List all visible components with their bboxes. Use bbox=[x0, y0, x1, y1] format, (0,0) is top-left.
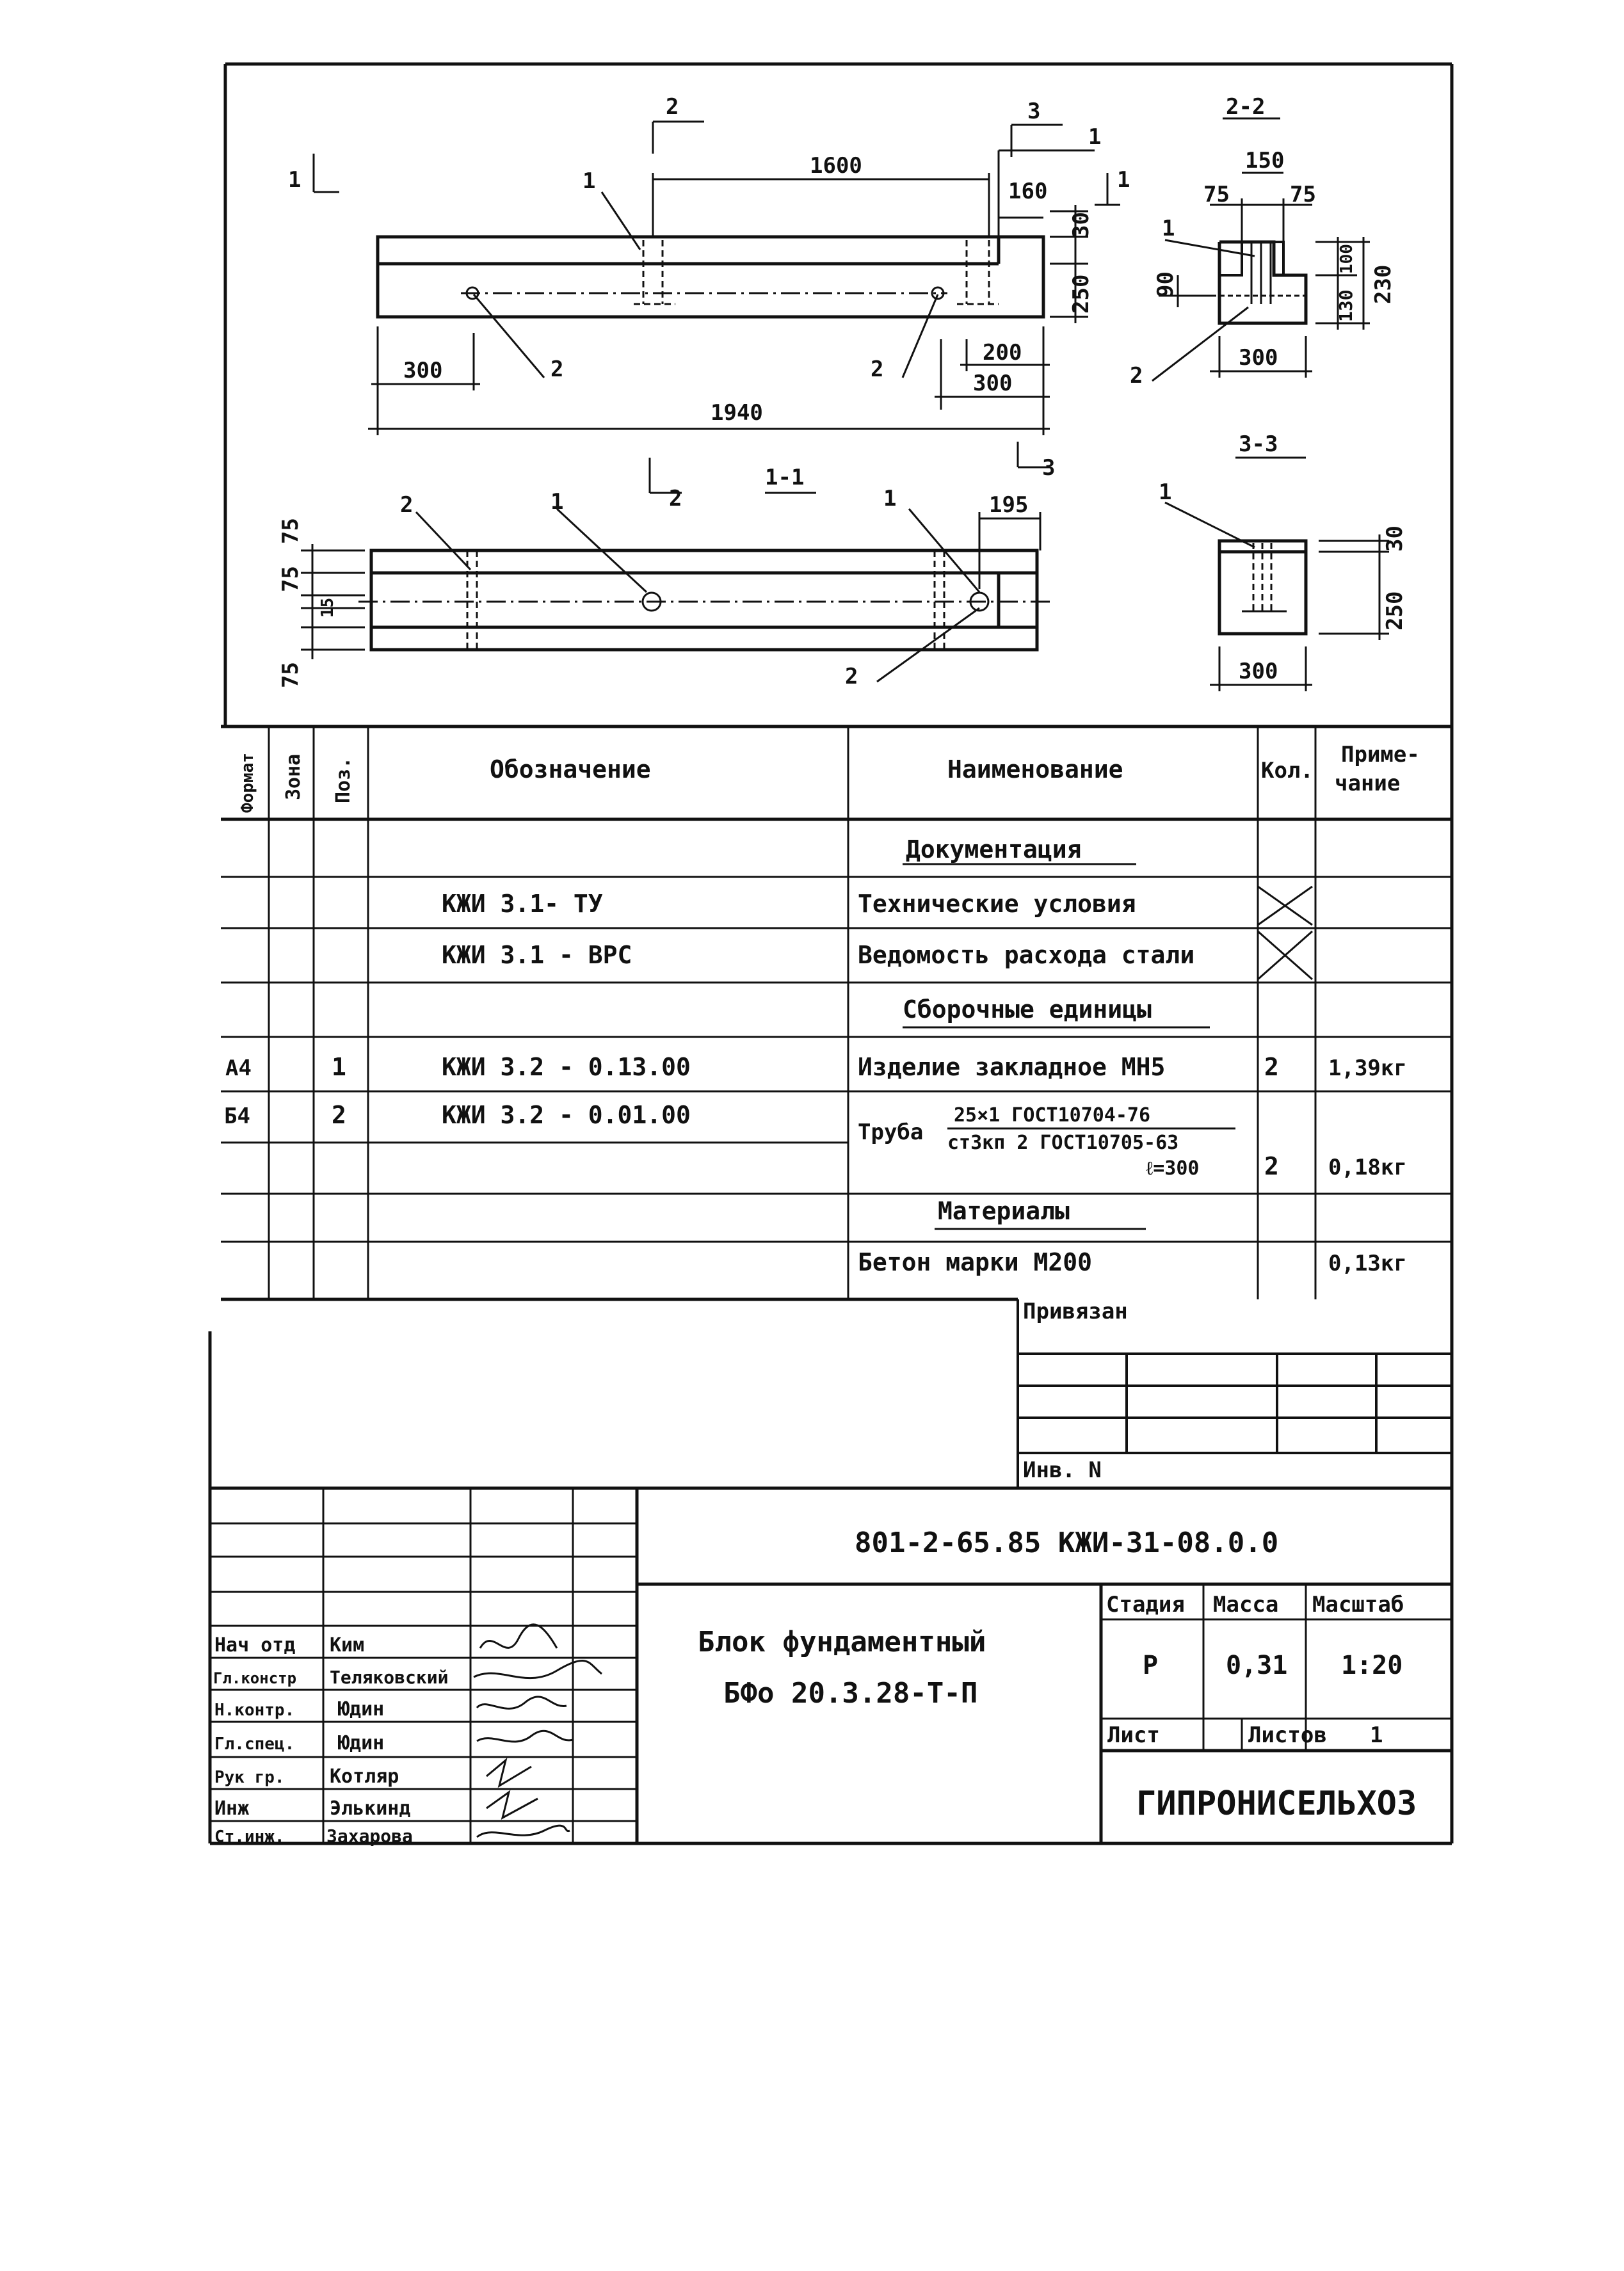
product-name-line-2: БФо 20.3.28-Т-П bbox=[723, 1677, 978, 1710]
position-2-plan-left: 2 bbox=[400, 492, 414, 518]
cut-3-bottom-label: 3 bbox=[1042, 455, 1056, 481]
dim-300: 300 bbox=[1239, 345, 1278, 371]
row-2-name: Ведомость расхода стали bbox=[858, 941, 1195, 969]
sheet-label: Лист bbox=[1107, 1722, 1160, 1748]
row-5-name: Бетон марки М200 bbox=[858, 1248, 1093, 1276]
dim-200: 200 bbox=[983, 340, 1022, 365]
row-3-pos: 1 bbox=[332, 1053, 346, 1081]
dim-160: 160 bbox=[1008, 179, 1048, 204]
section-3-3-title: 3-3 bbox=[1239, 431, 1278, 457]
header-note-2: чание bbox=[1335, 771, 1401, 796]
signature-name: Элькинд bbox=[330, 1797, 411, 1820]
dim-1940: 1940 bbox=[711, 400, 763, 426]
section-assemblies: Сборочные единицы bbox=[903, 995, 1152, 1023]
signature-name: Юдин bbox=[338, 1698, 385, 1721]
row-3-qty: 2 bbox=[1264, 1053, 1279, 1081]
row-2-designation: КЖИ 3.1 - ВРС bbox=[442, 941, 632, 969]
row-4-note: 0,18кг bbox=[1328, 1155, 1407, 1180]
row-4-pos: 2 bbox=[332, 1101, 346, 1129]
cut-1-right-label: 1 bbox=[1117, 167, 1130, 193]
mass-label: Масса bbox=[1213, 1592, 1279, 1617]
dim-230: 230 bbox=[1371, 264, 1396, 304]
plan-view-1-1 bbox=[278, 458, 1050, 689]
position-2-leader-2-2: 2 bbox=[1130, 363, 1143, 389]
cut-2-bottom-label: 2 bbox=[669, 486, 682, 511]
dim-100: 100 bbox=[1337, 244, 1356, 274]
document-code: 801-2-65.85 КЖИ-31-08.0.0 bbox=[855, 1527, 1279, 1559]
signature-role: Ст.инж. bbox=[214, 1827, 285, 1847]
dim-75-right: 75 bbox=[1290, 182, 1316, 207]
row-3-designation: КЖИ 3.2 - 0.13.00 bbox=[442, 1053, 691, 1081]
signature-role: Инж bbox=[214, 1797, 250, 1820]
row-3-format: А4 bbox=[225, 1055, 252, 1081]
dim-75-b: 75 bbox=[278, 566, 303, 592]
sheets-label: Листов bbox=[1248, 1722, 1327, 1748]
mass-value: 0,31 bbox=[1226, 1651, 1288, 1680]
signature-name: Теляковский bbox=[330, 1667, 449, 1688]
dim-15: 15 bbox=[318, 597, 337, 618]
cut-3-top-label: 3 bbox=[1027, 99, 1041, 124]
dim-75-a: 75 bbox=[278, 518, 303, 544]
signature-role: Нач отд bbox=[214, 1634, 296, 1657]
scale-value: 1:20 bbox=[1341, 1651, 1403, 1680]
header-name: Наименование bbox=[947, 755, 1123, 783]
dim-30: 30 bbox=[1068, 212, 1094, 238]
dim-195: 195 bbox=[989, 492, 1029, 518]
section-documentation: Документация bbox=[906, 835, 1082, 863]
inventory-number-label: Инв. N bbox=[1023, 1457, 1102, 1483]
stage-label: Стадия bbox=[1106, 1592, 1185, 1617]
sheets-value: 1 bbox=[1370, 1722, 1383, 1748]
signature-role: Гл.спец. bbox=[214, 1735, 295, 1754]
dim-250-3-3: 250 bbox=[1382, 591, 1408, 630]
row-4-name-top: 25×1 ГОСТ10704-76 bbox=[954, 1104, 1151, 1127]
elevation-view bbox=[288, 94, 1130, 481]
row-3-note: 1,39кг bbox=[1328, 1055, 1407, 1081]
header-qty: Кол. bbox=[1261, 758, 1314, 783]
scale-label: Масштаб bbox=[1312, 1592, 1404, 1617]
product-name-line-1: Блок фундаментный bbox=[698, 1626, 986, 1658]
cut-2-top-label: 2 bbox=[666, 94, 679, 120]
dim-300-3-3: 300 bbox=[1239, 659, 1278, 684]
position-1-plan-center: 1 bbox=[551, 489, 564, 515]
row-5-note: 0,13кг bbox=[1328, 1251, 1407, 1276]
signature-role: Рук гр. bbox=[214, 1768, 285, 1787]
dim-75-left: 75 bbox=[1203, 182, 1230, 207]
header-pos: Поз. bbox=[332, 757, 355, 803]
section-2-2-view bbox=[1130, 94, 1396, 458]
dim-1600: 1600 bbox=[810, 153, 862, 179]
signature-role: Н.контр. bbox=[214, 1701, 295, 1720]
position-1-plan-right: 1 bbox=[883, 486, 897, 511]
sheet-frame bbox=[210, 64, 1452, 1843]
stage-value: Р bbox=[1143, 1651, 1159, 1680]
position-2-leader: 2 bbox=[551, 357, 564, 382]
position-1-leader-right: 1 bbox=[1088, 124, 1102, 150]
row-4-length: ℓ=300 bbox=[1146, 1157, 1200, 1180]
dim-130: 130 bbox=[1335, 289, 1356, 322]
binding-block bbox=[1018, 1299, 1452, 1488]
position-1-leader-2-2: 1 bbox=[1162, 216, 1175, 241]
row-4-format: Б4 bbox=[224, 1103, 250, 1129]
position-1-leader-3-3: 1 bbox=[1159, 479, 1172, 505]
row-1-name: Технические условия bbox=[858, 890, 1136, 918]
section-2-2-title: 2-2 bbox=[1226, 94, 1266, 120]
cut-1-left-label: 1 bbox=[288, 167, 301, 193]
position-1-leader: 1 bbox=[583, 168, 596, 194]
dim-150: 150 bbox=[1245, 148, 1285, 173]
header-zone: Зона bbox=[282, 753, 305, 800]
row-1-designation: КЖИ 3.1- ТУ bbox=[442, 890, 603, 918]
dim-75-c: 75 bbox=[278, 662, 303, 688]
dim-250: 250 bbox=[1068, 274, 1094, 314]
header-note-1: Приме- bbox=[1341, 742, 1420, 767]
section-3-3-view bbox=[1159, 431, 1408, 691]
dim-300-left: 300 bbox=[403, 358, 443, 383]
view-1-1-title: 1-1 bbox=[765, 465, 805, 490]
signature-role: Гл.констр bbox=[213, 1669, 297, 1687]
organization-name: ГИПРОНИСЕЛЬХОЗ bbox=[1136, 1785, 1417, 1823]
row-4-name-bottom: ст3кп 2 ГОСТ10705-63 bbox=[947, 1132, 1179, 1154]
row-4-qty: 2 bbox=[1264, 1152, 1279, 1180]
dim-30-3-3: 30 bbox=[1382, 526, 1408, 552]
position-2-leader-right: 2 bbox=[871, 357, 884, 382]
header-designation: Обозначение bbox=[490, 755, 651, 783]
position-2-plan-bottom: 2 bbox=[845, 664, 858, 689]
signature-name: Юдин bbox=[338, 1732, 385, 1754]
row-4-designation: КЖИ 3.2 - 0.01.00 bbox=[442, 1101, 691, 1129]
row-4-name-prefix: Труба bbox=[858, 1119, 924, 1145]
row-3-name: Изделие закладное МН5 bbox=[858, 1053, 1166, 1081]
binding-title: Привязан bbox=[1023, 1299, 1128, 1324]
signature-name: Ким bbox=[330, 1634, 365, 1657]
dim-300-right: 300 bbox=[973, 371, 1013, 396]
header-format: Формат bbox=[238, 753, 257, 813]
signature-name: Захарова bbox=[326, 1826, 413, 1847]
signature-name: Котляр bbox=[330, 1765, 399, 1788]
handwritten-signatures bbox=[474, 1625, 602, 1837]
dim-90: 90 bbox=[1153, 271, 1178, 298]
title-block bbox=[210, 1488, 1452, 1847]
section-materials: Материалы bbox=[938, 1197, 1070, 1225]
specification-table bbox=[221, 726, 1452, 1299]
